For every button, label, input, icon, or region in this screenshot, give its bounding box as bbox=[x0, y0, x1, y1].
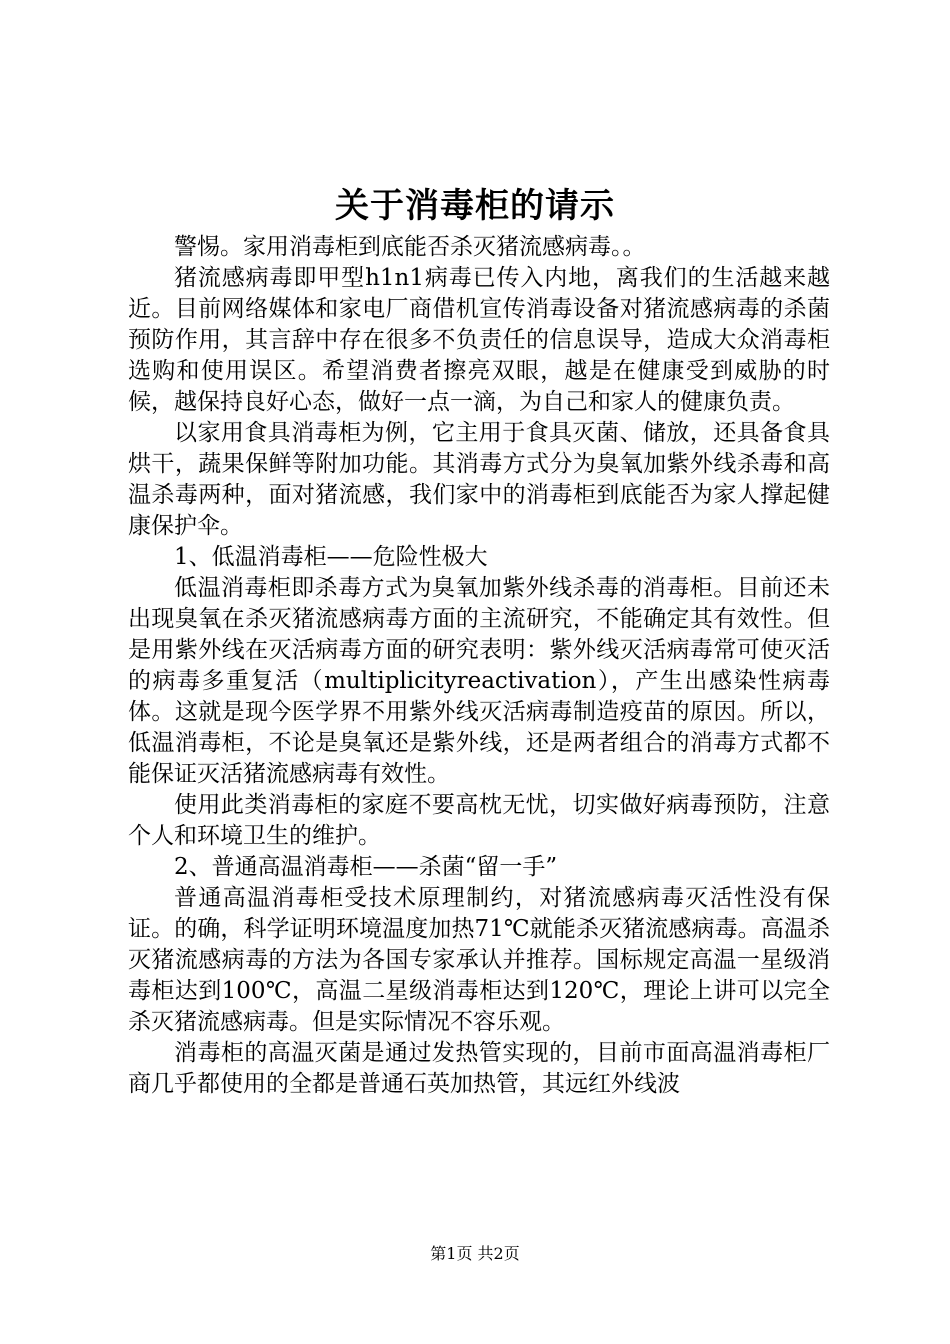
page-footer: 第1页 共2页 bbox=[430, 1244, 520, 1263]
paragraph: 猪流感病毒即甲型h1n1病毒已传入内地，离我们的生活越来越近。目前网络媒体和家电厂商借机宣传消毒设备对猪流感病毒的杀菌预防作用，其言辞中存在很多不负责任的信息误导，造成大众消毒柜选购和使用误区。希望消费者擦亮双眼，越是在健康受到威胁的时候，越保持良好心态，做好一点一滴，为自己和家人的健康负责。 bbox=[128, 265, 830, 415]
section-heading: 1、低温消毒柜——危险性极大 bbox=[174, 544, 488, 570]
paragraph: 以家用食具消毒柜为例，它主用于食具灭菌、储放，还具备食具烘干，蔬果保鲜等附加功能。其消毒方式分为臭氧加紫外线杀毒和高温杀毒两种，面对猪流感，我们家中的消毒柜到底能否为家人撑起健康保护伞。 bbox=[128, 420, 830, 539]
paragraph: 普通高温消毒柜受技术原理制约，对猪流感病毒灭活性没有保证。的确，科学证明环境温度加热71℃就能杀灭猪流感病毒。高温杀灭猪流感病毒的方法为各国专家承认并推荐。国标规定高温一星级消毒柜达到100℃，高温二星级消毒柜达到120℃，理论上讲可以完全杀灭猪流感病毒。但是实际情况不容乐观。 bbox=[128, 885, 830, 1035]
document-body bbox=[128, 232, 830, 1100]
section-heading: 2、普通高温消毒柜——杀菌“留一手” bbox=[174, 854, 558, 880]
paragraph: 消毒柜的高温灭菌是通过发热管实现的，目前市面高温消毒柜厂商几乎都使用的全都是普通石英加热管，其远红外线波 bbox=[128, 1040, 830, 1097]
document-title: 关于消毒柜的请示 bbox=[335, 186, 615, 226]
paragraph: 使用此类消毒柜的家庭不要高枕无忧，切实做好病毒预防，注意个人和环境卫生的维护。 bbox=[128, 792, 830, 849]
paragraph: 警惕。家用消毒柜到底能否杀灭猪流感病毒。。 bbox=[174, 234, 646, 260]
paragraph: 低温消毒柜即杀毒方式为臭氧加紫外线杀毒的消毒柜。目前还未出现臭氧在杀灭猪流感病毒方面的主流研究，不能确定其有效性。但是用紫外线在灭活病毒方面的研究表明：紫外线灭活病毒常可使灭活的病毒多重复活（multiplicityreactivation），产生出感染性病毒体。这就是现今医学界不用紫外线灭活病毒制造疫苗的原因。所以，低温消毒柜，不论是臭氧还是紫外线，还是两者组合的消毒方式都不能保证灭活猪流感病毒有效性。 bbox=[128, 575, 830, 787]
